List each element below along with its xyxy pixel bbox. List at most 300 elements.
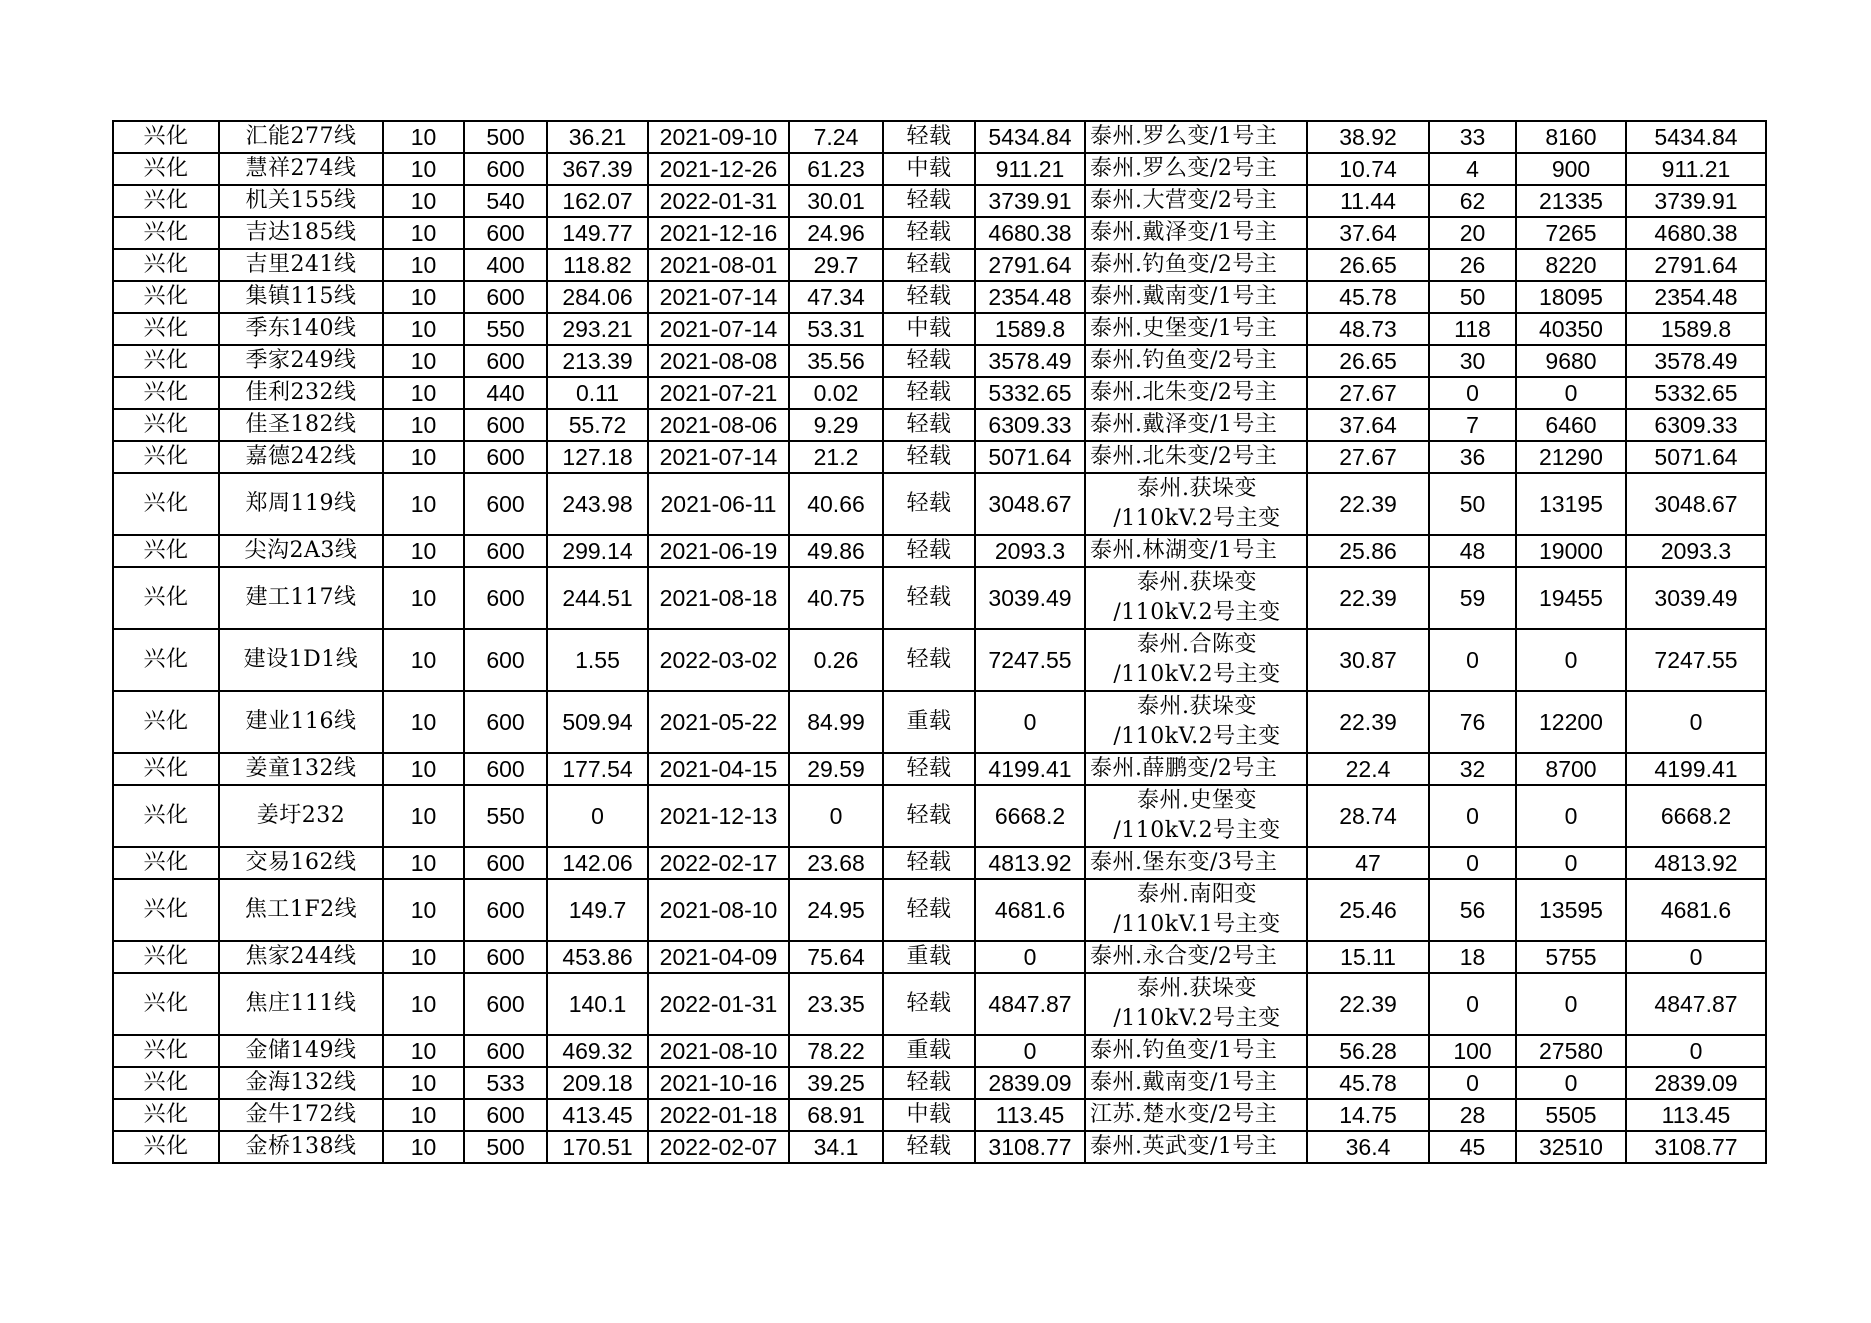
cell-load-status: 轻载	[883, 249, 975, 281]
cell-users: 19000	[1516, 535, 1626, 567]
cell-substation: 泰州.北朱变/2号主	[1085, 377, 1307, 409]
table-row	[113, 567, 1766, 629]
cell-margin-2: 5332.65	[1626, 377, 1766, 409]
cell-load-rate: 9.29	[789, 409, 883, 441]
cell-users: 21290	[1516, 441, 1626, 473]
table-row	[113, 1131, 1766, 1163]
cell-load-status: 轻载	[883, 1131, 975, 1163]
cell-count: 76	[1429, 691, 1516, 753]
cell-margin-2: 3108.77	[1626, 1131, 1766, 1163]
cell-margin: 4199.41	[975, 753, 1085, 785]
cell-substation: 江苏.楚水变/2号主	[1085, 1099, 1307, 1131]
cell-load-status: 中载	[883, 313, 975, 345]
cell-capacity: 600	[464, 567, 547, 629]
cell-margin-2: 6309.33	[1626, 409, 1766, 441]
table-row	[113, 441, 1766, 473]
cell-margin-2: 5434.84	[1626, 121, 1766, 153]
cell-margin-2: 3039.49	[1626, 567, 1766, 629]
cell-margin-2: 113.45	[1626, 1099, 1766, 1131]
cell-capacity: 600	[464, 941, 547, 973]
cell-substation: 泰州.罗么变/2号主	[1085, 153, 1307, 185]
cell-substation	[1085, 879, 1307, 941]
cell-load-rate: 53.31	[789, 313, 883, 345]
cell-margin: 6309.33	[975, 409, 1085, 441]
cell-users: 7265	[1516, 217, 1626, 249]
cell-count: 0	[1429, 847, 1516, 879]
cell-margin-2: 4680.38	[1626, 217, 1766, 249]
cell-load-rate: 39.25	[789, 1067, 883, 1099]
cell-sub-load-rate: 11.44	[1307, 185, 1429, 217]
cell-load-status: 重载	[883, 691, 975, 753]
cell-load-rate: 21.2	[789, 441, 883, 473]
cell-count: 118	[1429, 313, 1516, 345]
cell-substation: 泰州.林湖变/1号主	[1085, 535, 1307, 567]
cell-voltage: 10	[383, 567, 464, 629]
cell-load-status: 轻载	[883, 473, 975, 535]
cell-load-value: 162.07	[547, 185, 648, 217]
cell-load-value: 244.51	[547, 567, 648, 629]
cell-margin-2: 0	[1626, 941, 1766, 973]
cell-load-status: 轻载	[883, 217, 975, 249]
cell-substation	[1085, 785, 1307, 847]
cell-load-rate: 7.24	[789, 121, 883, 153]
cell-sub-load-rate: 26.65	[1307, 345, 1429, 377]
cell-users: 13195	[1516, 473, 1626, 535]
cell-users: 8700	[1516, 753, 1626, 785]
cell-margin: 3048.67	[975, 473, 1085, 535]
cell-substation: 泰州.永合变/2号主	[1085, 941, 1307, 973]
cell-margin: 0	[975, 1035, 1085, 1067]
cell-sub-load-rate: 22.39	[1307, 691, 1429, 753]
cell-load-value: 243.98	[547, 473, 648, 535]
cell-load-rate: 34.1	[789, 1131, 883, 1163]
cell-load-rate: 0	[789, 785, 883, 847]
cell-margin-2: 911.21	[1626, 153, 1766, 185]
cell-date: 2021-08-10	[648, 879, 789, 941]
cell-load-status: 轻载	[883, 281, 975, 313]
substation-line: 泰州.合陈变	[1137, 632, 1257, 657]
cell-substation	[1085, 567, 1307, 629]
substation-line: 泰州.获垛变	[1137, 476, 1257, 501]
cell-substation: 泰州.英武变/1号主	[1085, 1131, 1307, 1163]
cell-users: 9680	[1516, 345, 1626, 377]
cell-load-rate: 84.99	[789, 691, 883, 753]
cell-margin-2: 2093.3	[1626, 535, 1766, 567]
cell-margin-2: 3048.67	[1626, 473, 1766, 535]
cell-margin-2: 5071.64	[1626, 441, 1766, 473]
cell-region: 兴化	[113, 1067, 219, 1099]
cell-load-value: 140.1	[547, 973, 648, 1035]
cell-line-name: 姜童132线	[219, 753, 383, 785]
cell-sub-load-rate: 30.87	[1307, 629, 1429, 691]
cell-load-status: 轻载	[883, 377, 975, 409]
cell-margin-2: 4681.6	[1626, 879, 1766, 941]
table-row	[113, 121, 1766, 153]
cell-date: 2021-12-26	[648, 153, 789, 185]
cell-load-rate: 0.02	[789, 377, 883, 409]
cell-users: 19455	[1516, 567, 1626, 629]
cell-line-name: 吉达185线	[219, 217, 383, 249]
cell-region: 兴化	[113, 691, 219, 753]
table-row	[113, 1099, 1766, 1131]
cell-count: 32	[1429, 753, 1516, 785]
cell-region: 兴化	[113, 217, 219, 249]
cell-load-value: 0.11	[547, 377, 648, 409]
cell-load-value: 118.82	[547, 249, 648, 281]
cell-users: 21335	[1516, 185, 1626, 217]
table-row	[113, 535, 1766, 567]
table-row	[113, 153, 1766, 185]
cell-voltage: 10	[383, 281, 464, 313]
substation-line: /110kV.2号主变	[1113, 1006, 1281, 1031]
cell-voltage: 10	[383, 879, 464, 941]
table-row	[113, 941, 1766, 973]
cell-line-name: 尖沟2A3线	[219, 535, 383, 567]
cell-voltage: 10	[383, 121, 464, 153]
table-row	[113, 753, 1766, 785]
cell-date: 2021-08-18	[648, 567, 789, 629]
cell-margin-2: 4813.92	[1626, 847, 1766, 879]
cell-count: 59	[1429, 567, 1516, 629]
cell-voltage: 10	[383, 753, 464, 785]
cell-region: 兴化	[113, 879, 219, 941]
cell-load-value: 413.45	[547, 1099, 648, 1131]
cell-load-value: 209.18	[547, 1067, 648, 1099]
cell-region: 兴化	[113, 973, 219, 1035]
cell-capacity: 440	[464, 377, 547, 409]
cell-users: 27580	[1516, 1035, 1626, 1067]
table-row	[113, 249, 1766, 281]
cell-substation: 泰州.戴泽变/1号主	[1085, 409, 1307, 441]
cell-users: 8220	[1516, 249, 1626, 281]
cell-sub-load-rate: 56.28	[1307, 1035, 1429, 1067]
cell-date: 2022-01-18	[648, 1099, 789, 1131]
cell-capacity: 400	[464, 249, 547, 281]
cell-capacity: 600	[464, 535, 547, 567]
table-row	[113, 1067, 1766, 1099]
cell-substation	[1085, 691, 1307, 753]
cell-line-name: 金牛172线	[219, 1099, 383, 1131]
cell-count: 0	[1429, 973, 1516, 1035]
cell-margin-2: 6668.2	[1626, 785, 1766, 847]
substation-line: /110kV.2号主变	[1113, 662, 1281, 687]
cell-substation: 泰州.戴南变/1号主	[1085, 281, 1307, 313]
cell-count: 36	[1429, 441, 1516, 473]
table-row	[113, 185, 1766, 217]
cell-line-name: 吉里241线	[219, 249, 383, 281]
cell-substation: 泰州.史堡变/1号主	[1085, 313, 1307, 345]
cell-region: 兴化	[113, 441, 219, 473]
cell-load-rate: 0.26	[789, 629, 883, 691]
cell-sub-load-rate: 37.64	[1307, 217, 1429, 249]
cell-sub-load-rate: 48.73	[1307, 313, 1429, 345]
cell-margin: 3039.49	[975, 567, 1085, 629]
cell-voltage: 10	[383, 441, 464, 473]
cell-sub-load-rate: 25.86	[1307, 535, 1429, 567]
cell-line-name: 季家249线	[219, 345, 383, 377]
table-row	[113, 973, 1766, 1035]
cell-sub-load-rate: 37.64	[1307, 409, 1429, 441]
cell-count: 30	[1429, 345, 1516, 377]
cell-capacity: 600	[464, 973, 547, 1035]
table-row	[113, 629, 1766, 691]
cell-margin-2: 0	[1626, 1035, 1766, 1067]
cell-count: 7	[1429, 409, 1516, 441]
cell-count: 20	[1429, 217, 1516, 249]
cell-users: 12200	[1516, 691, 1626, 753]
cell-date: 2021-08-10	[648, 1035, 789, 1067]
cell-sub-load-rate: 47	[1307, 847, 1429, 879]
cell-voltage: 10	[383, 535, 464, 567]
cell-region: 兴化	[113, 185, 219, 217]
cell-load-value: 293.21	[547, 313, 648, 345]
cell-region: 兴化	[113, 941, 219, 973]
cell-margin: 911.21	[975, 153, 1085, 185]
cell-capacity: 600	[464, 217, 547, 249]
cell-load-rate: 49.86	[789, 535, 883, 567]
cell-margin: 113.45	[975, 1099, 1085, 1131]
cell-voltage: 10	[383, 313, 464, 345]
cell-load-status: 轻载	[883, 753, 975, 785]
cell-users: 40350	[1516, 313, 1626, 345]
cell-sub-load-rate: 38.92	[1307, 121, 1429, 153]
cell-line-name: 机关155线	[219, 185, 383, 217]
cell-margin: 2093.3	[975, 535, 1085, 567]
table-row	[113, 377, 1766, 409]
cell-margin: 4847.87	[975, 973, 1085, 1035]
cell-margin: 7247.55	[975, 629, 1085, 691]
cell-load-rate: 40.66	[789, 473, 883, 535]
substation-line: 泰州.获垛变	[1137, 570, 1257, 595]
cell-line-name: 金储149线	[219, 1035, 383, 1067]
cell-count: 26	[1429, 249, 1516, 281]
substation-line: /110kV.2号主变	[1113, 506, 1281, 531]
cell-capacity: 600	[464, 153, 547, 185]
cell-voltage: 10	[383, 249, 464, 281]
cell-date: 2021-07-14	[648, 313, 789, 345]
cell-sub-load-rate: 28.74	[1307, 785, 1429, 847]
cell-load-status: 轻载	[883, 121, 975, 153]
cell-date: 2022-01-31	[648, 973, 789, 1035]
cell-margin-2: 2791.64	[1626, 249, 1766, 281]
cell-capacity: 600	[464, 847, 547, 879]
cell-capacity: 500	[464, 1131, 547, 1163]
substation-line: /110kV.2号主变	[1113, 724, 1281, 749]
cell-region: 兴化	[113, 249, 219, 281]
cell-load-value: 142.06	[547, 847, 648, 879]
cell-load-status: 轻载	[883, 785, 975, 847]
cell-users: 5505	[1516, 1099, 1626, 1131]
cell-margin: 3739.91	[975, 185, 1085, 217]
table-row	[113, 847, 1766, 879]
cell-load-rate: 23.35	[789, 973, 883, 1035]
cell-load-rate: 29.7	[789, 249, 883, 281]
cell-voltage: 10	[383, 847, 464, 879]
cell-load-value: 149.7	[547, 879, 648, 941]
cell-voltage: 10	[383, 941, 464, 973]
cell-capacity: 550	[464, 785, 547, 847]
table-row	[113, 217, 1766, 249]
cell-sub-load-rate: 15.11	[1307, 941, 1429, 973]
cell-load-status: 轻载	[883, 973, 975, 1035]
cell-margin: 3578.49	[975, 345, 1085, 377]
cell-margin-2: 7247.55	[1626, 629, 1766, 691]
cell-region: 兴化	[113, 1099, 219, 1131]
cell-line-name: 集镇115线	[219, 281, 383, 313]
cell-load-rate: 23.68	[789, 847, 883, 879]
cell-region: 兴化	[113, 1131, 219, 1163]
cell-users: 5755	[1516, 941, 1626, 973]
cell-line-name: 建设1D1线	[219, 629, 383, 691]
cell-voltage: 10	[383, 185, 464, 217]
cell-margin: 2791.64	[975, 249, 1085, 281]
cell-voltage: 10	[383, 217, 464, 249]
cell-line-name: 佳圣182线	[219, 409, 383, 441]
cell-load-rate: 75.64	[789, 941, 883, 973]
cell-users: 8160	[1516, 121, 1626, 153]
cell-count: 18	[1429, 941, 1516, 973]
cell-line-name: 汇能277线	[219, 121, 383, 153]
cell-substation: 泰州.堡东变/3号主	[1085, 847, 1307, 879]
cell-region: 兴化	[113, 345, 219, 377]
cell-capacity: 600	[464, 473, 547, 535]
cell-count: 56	[1429, 879, 1516, 941]
cell-capacity: 500	[464, 121, 547, 153]
substation-line: /110kV.1号主变	[1113, 912, 1281, 937]
cell-capacity: 600	[464, 691, 547, 753]
cell-substation: 泰州.戴南变/1号主	[1085, 1067, 1307, 1099]
cell-load-value: 149.77	[547, 217, 648, 249]
cell-load-rate: 29.59	[789, 753, 883, 785]
cell-count: 0	[1429, 785, 1516, 847]
cell-date: 2021-06-19	[648, 535, 789, 567]
cell-region: 兴化	[113, 313, 219, 345]
cell-users: 0	[1516, 377, 1626, 409]
cell-line-name: 焦家244线	[219, 941, 383, 973]
cell-date: 2022-02-07	[648, 1131, 789, 1163]
cell-sub-load-rate: 10.74	[1307, 153, 1429, 185]
data-table	[112, 120, 1767, 1164]
substation-line: /110kV.2号主变	[1113, 600, 1281, 625]
cell-voltage: 10	[383, 629, 464, 691]
cell-line-name: 嘉德242线	[219, 441, 383, 473]
cell-users: 32510	[1516, 1131, 1626, 1163]
cell-capacity: 600	[464, 879, 547, 941]
cell-count: 28	[1429, 1099, 1516, 1131]
cell-voltage: 10	[383, 473, 464, 535]
cell-load-value: 509.94	[547, 691, 648, 753]
cell-users: 13595	[1516, 879, 1626, 941]
cell-region: 兴化	[113, 473, 219, 535]
cell-sub-load-rate: 45.78	[1307, 1067, 1429, 1099]
cell-line-name: 慧祥274线	[219, 153, 383, 185]
cell-substation: 泰州.北朱变/2号主	[1085, 441, 1307, 473]
cell-region: 兴化	[113, 1035, 219, 1067]
cell-margin: 2354.48	[975, 281, 1085, 313]
cell-margin: 4813.92	[975, 847, 1085, 879]
cell-load-status: 轻载	[883, 185, 975, 217]
cell-users: 0	[1516, 1067, 1626, 1099]
cell-load-status: 轻载	[883, 629, 975, 691]
cell-load-value: 213.39	[547, 345, 648, 377]
table-row	[113, 1035, 1766, 1067]
cell-margin: 5332.65	[975, 377, 1085, 409]
cell-count: 4	[1429, 153, 1516, 185]
cell-margin-2: 2354.48	[1626, 281, 1766, 313]
cell-sub-load-rate: 26.65	[1307, 249, 1429, 281]
cell-users: 18095	[1516, 281, 1626, 313]
cell-margin: 1589.8	[975, 313, 1085, 345]
cell-count: 0	[1429, 1067, 1516, 1099]
cell-load-rate: 78.22	[789, 1035, 883, 1067]
cell-load-rate: 30.01	[789, 185, 883, 217]
cell-capacity: 600	[464, 441, 547, 473]
cell-voltage: 10	[383, 345, 464, 377]
cell-date: 2022-02-17	[648, 847, 789, 879]
cell-region: 兴化	[113, 121, 219, 153]
cell-capacity: 550	[464, 313, 547, 345]
cell-load-value: 1.55	[547, 629, 648, 691]
cell-load-value: 177.54	[547, 753, 648, 785]
cell-voltage: 10	[383, 153, 464, 185]
cell-line-name: 姜圩232	[219, 785, 383, 847]
cell-users: 0	[1516, 629, 1626, 691]
cell-voltage: 10	[383, 1099, 464, 1131]
cell-sub-load-rate: 27.67	[1307, 441, 1429, 473]
cell-load-status: 轻载	[883, 441, 975, 473]
cell-sub-load-rate: 25.46	[1307, 879, 1429, 941]
cell-line-name: 焦庄111线	[219, 973, 383, 1035]
cell-load-rate: 68.91	[789, 1099, 883, 1131]
cell-sub-load-rate: 22.39	[1307, 567, 1429, 629]
cell-line-name: 季东140线	[219, 313, 383, 345]
cell-date: 2021-08-08	[648, 345, 789, 377]
cell-margin: 0	[975, 691, 1085, 753]
cell-users: 0	[1516, 847, 1626, 879]
cell-sub-load-rate: 36.4	[1307, 1131, 1429, 1163]
cell-date: 2021-07-21	[648, 377, 789, 409]
cell-date: 2021-09-10	[648, 121, 789, 153]
cell-load-status: 重载	[883, 1035, 975, 1067]
cell-load-status: 轻载	[883, 879, 975, 941]
cell-region: 兴化	[113, 377, 219, 409]
cell-voltage: 10	[383, 1035, 464, 1067]
cell-sub-load-rate: 14.75	[1307, 1099, 1429, 1131]
cell-capacity: 600	[464, 281, 547, 313]
cell-line-name: 交易162线	[219, 847, 383, 879]
cell-margin: 6668.2	[975, 785, 1085, 847]
cell-load-value: 299.14	[547, 535, 648, 567]
cell-count: 33	[1429, 121, 1516, 153]
cell-margin: 0	[975, 941, 1085, 973]
cell-margin-2: 2839.09	[1626, 1067, 1766, 1099]
cell-margin: 2839.09	[975, 1067, 1085, 1099]
cell-date: 2021-04-15	[648, 753, 789, 785]
cell-load-value: 284.06	[547, 281, 648, 313]
cell-substation: 泰州.薛鹏变/2号主	[1085, 753, 1307, 785]
cell-capacity: 600	[464, 1035, 547, 1067]
substation-line: 泰州.获垛变	[1137, 976, 1257, 1001]
cell-region: 兴化	[113, 409, 219, 441]
cell-date: 2022-01-31	[648, 185, 789, 217]
table-row	[113, 345, 1766, 377]
cell-line-name: 金桥138线	[219, 1131, 383, 1163]
substation-line: 泰州.获垛变	[1137, 694, 1257, 719]
cell-capacity: 600	[464, 629, 547, 691]
cell-date: 2021-08-06	[648, 409, 789, 441]
cell-voltage: 10	[383, 691, 464, 753]
substation-line: 泰州.史堡变	[1137, 788, 1257, 813]
